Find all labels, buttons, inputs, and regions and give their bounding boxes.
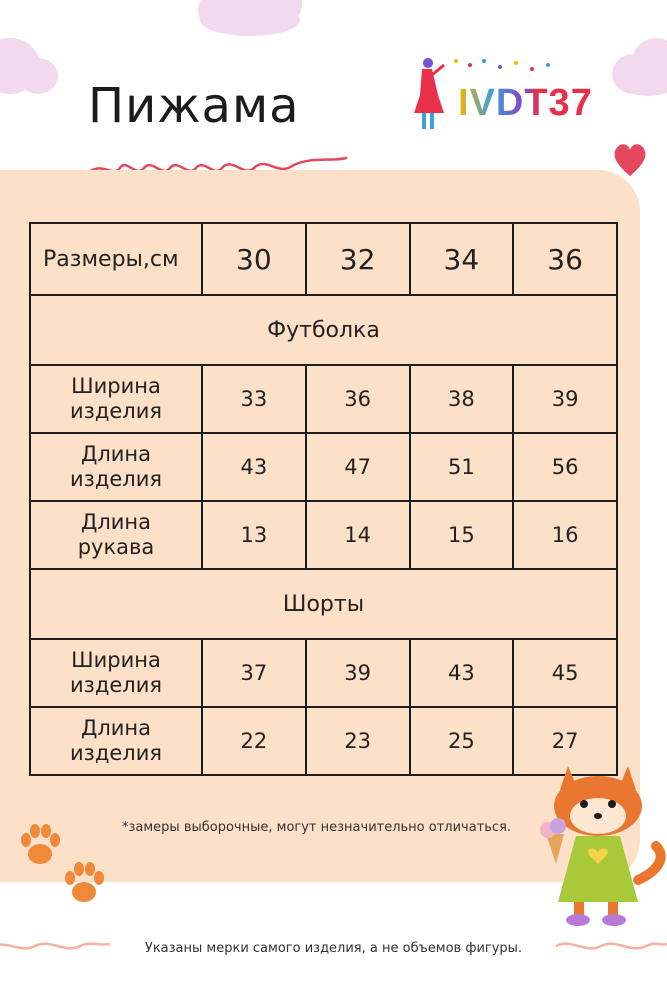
value-cell: 22 [202,707,306,775]
value-cell: 56 [513,433,617,501]
logo-text [458,82,593,125]
row-label-line: Длина [80,442,152,466]
value-cell: 45 [513,639,617,707]
value-cell: 47 [306,433,410,501]
value-cell: 39 [306,639,410,707]
section-title: Шорты [30,569,617,639]
size-table [29,222,618,776]
row-label [30,639,202,707]
size-cell: 30 [202,223,306,295]
table-header-row [30,223,617,295]
row-label [30,501,202,569]
value-cell: 25 [410,707,514,775]
value-cell: 51 [410,433,514,501]
row-label-line: изделия [70,741,162,765]
value-cell: 43 [410,639,514,707]
row-label [30,707,202,775]
section-row-shorts [30,569,617,639]
measurement-note: *замеры выборочные, могут незначительно отличаться. [122,820,512,835]
size-cell: 34 [410,223,514,295]
fox-with-ice-cream-icon [538,760,667,930]
row-label-line: Ширина [71,648,161,672]
table-row [30,433,617,501]
row-label-line: изделия [70,673,162,697]
value-cell: 43 [202,433,306,501]
header-label: Размеры,см [30,223,202,295]
table-row [30,639,617,707]
paw-icon [18,822,62,870]
cloud-decoration-right [608,36,667,100]
row-label-line: рукава [77,535,155,559]
row-label-line: Ширина [71,374,161,398]
value-cell: 33 [202,365,306,433]
size-cell: 32 [306,223,410,295]
size-cell: 36 [513,223,617,295]
value-cell: 37 [202,639,306,707]
section-row-tshirt [30,295,617,365]
paw-icon [62,860,106,908]
value-cell: 16 [513,501,617,569]
value-cell: 15 [410,501,514,569]
value-cell: 38 [410,365,514,433]
footer-note: Указаны мерки самого изделия, а не объемов фигуры. [144,941,523,956]
row-label-line: Длина [80,510,152,534]
value-cell: 14 [306,501,410,569]
row-label [30,365,202,433]
row-label-line: изделия [70,399,162,423]
row-label-line: изделия [70,467,162,491]
page-title: Пижама [88,78,300,134]
row-label [30,433,202,501]
row-label-line: Длина [80,716,152,740]
cloud-decoration-top [190,0,310,40]
logo-text-content: IVDT37 [458,82,593,124]
value-cell: 39 [513,365,617,433]
value-cell: 23 [306,707,410,775]
value-cell: 36 [306,365,410,433]
value-cell: 27 [513,707,617,775]
value-cell: 13 [202,501,306,569]
table-row [30,707,617,775]
cloud-decoration-left [0,30,60,100]
table-row [30,365,617,433]
section-title: Футболка [30,295,617,365]
table-row [30,501,617,569]
